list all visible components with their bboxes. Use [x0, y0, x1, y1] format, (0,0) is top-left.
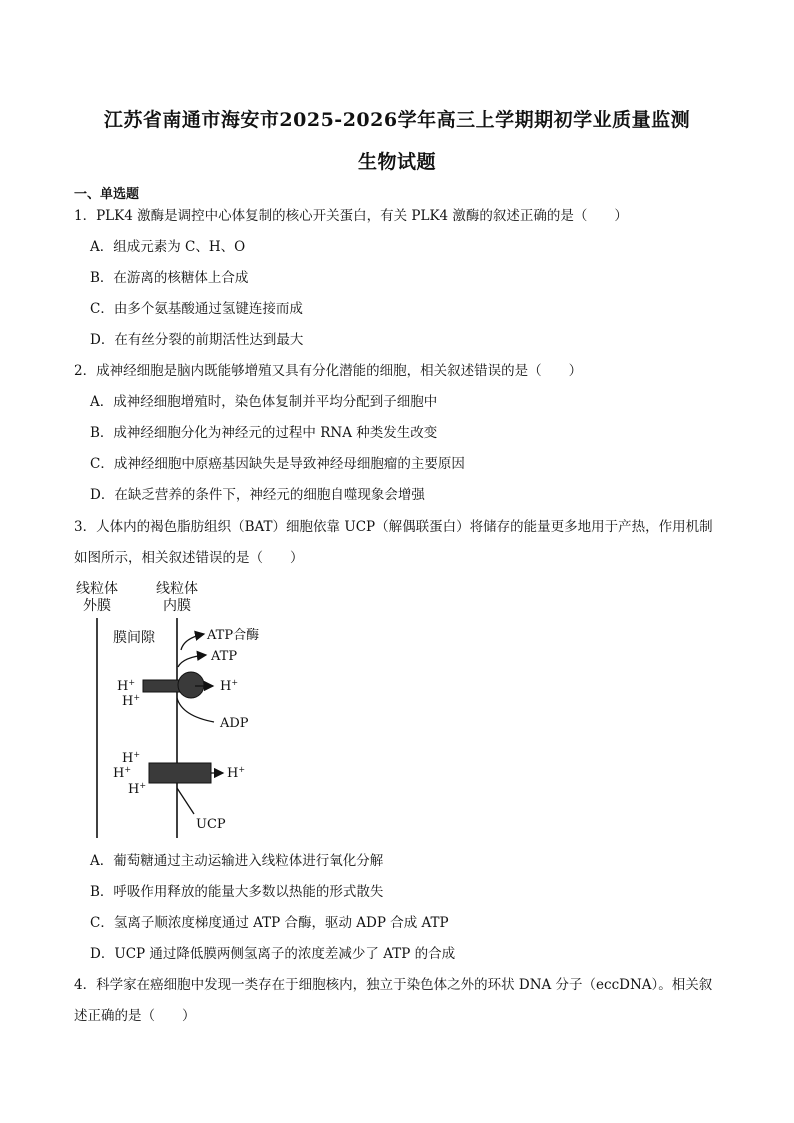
h-ion-label-4: H+	[122, 750, 141, 766]
question-4-stem-line-2: 述正确的是（ ）	[74, 1008, 196, 1024]
atp-output-arrow	[178, 655, 206, 667]
question-3-stem-line-1: 3．人体内的褐色脂肪组织（BAT）细胞依靠 UCP（解偶联蛋白）将储存的能量更多地用于产热，作用机制	[74, 519, 713, 535]
question-3-option-a: A．葡萄糖通过主动运输进入线粒体进行氧化分解	[90, 853, 384, 869]
exam-title: 江苏省南通市海安市2025-2026学年高三上学期期初学业质量监测	[103, 109, 691, 131]
question-3-stem-line-2: 如图所示，相关叙述错误的是（ ）	[74, 550, 304, 566]
ucp-channel	[149, 763, 211, 783]
question-3-option-b: B．呼吸作用释放的能量大多数以热能的形式散失	[90, 884, 384, 900]
outer-membrane-label-1: 线粒体	[76, 581, 118, 597]
h-ion-label-2: H+	[122, 693, 141, 709]
question-2-option-b: B．成神经细胞分化为神经元的过程中 RNA 种类发生改变	[90, 425, 438, 441]
adp-input-curve	[177, 698, 214, 722]
question-1-option-d: D．在有丝分裂的前期活性达到最大	[90, 332, 304, 348]
section-heading: 一、单选题	[74, 187, 140, 202]
ucp-label: UCP	[196, 817, 226, 832]
h-ion-label-1: H+	[117, 678, 136, 694]
question-1-option-c: C．由多个氨基酸通过氢键连接而成	[90, 301, 303, 317]
question-1-stem: 1．PLK4 激酶是调控中心体复制的核心开关蛋白，有关 PLK4 激酶的叙述正确的是（ ）	[74, 208, 628, 224]
question-3-option-c: C．氢离子顺浓度梯度通过 ATP 合酶，驱动 ADP 合成 ATP	[90, 915, 449, 931]
atp-synthase-pointer	[181, 634, 204, 650]
adp-label: ADP	[220, 716, 249, 731]
h-ion-label-7: H+	[227, 765, 246, 781]
question-1-option-a: A．组成元素为 C、H、O	[90, 239, 246, 255]
mitochondria-ucp-diagram	[70, 576, 300, 838]
question-2-option-c: C．成神经细胞中原癌基因缺失是导致神经母细胞瘤的主要原因	[90, 456, 465, 472]
h-ion-label-3: H+	[220, 678, 239, 694]
atp-synthase-head	[178, 672, 204, 698]
question-2-stem: 2．成神经细胞是脑内既能够增殖又具有分化潜能的细胞，相关叙述错误的是（ ）	[74, 363, 583, 379]
atp-label: ATP	[211, 649, 238, 664]
inner-membrane-label-2: 内膜	[163, 598, 191, 614]
question-2-option-a: A．成神经细胞增殖时，染色体复制并平均分配到子细胞中	[90, 394, 438, 410]
question-4-stem-line-1: 4．科学家在癌细胞中发现一类存在于细胞核内，独立于染色体之外的环状 DNA 分子（eccDNA）。相关叙	[74, 977, 713, 993]
exam-subtitle: 生物试题	[357, 151, 436, 173]
outer-membrane-label-2: 外膜	[83, 598, 111, 614]
inner-membrane-label-1: 线粒体	[156, 581, 198, 597]
question-3-option-d: D．UCP 通过降低膜两侧氢离子的浓度差减少了 ATP 的合成	[90, 946, 456, 962]
question-1-option-b: B．在游离的核糖体上合成	[90, 270, 249, 286]
h-ion-label-6: H+	[128, 781, 147, 797]
h-ion-label-5: H+	[113, 765, 132, 781]
question-2-option-d: D．在缺乏营养的条件下，神经元的细胞自噬现象会增强	[90, 487, 425, 503]
ucp-pointer	[177, 788, 194, 814]
atp-synthase-label: ATP合酶	[207, 628, 260, 643]
intermembrane-space-label: 膜间隙	[113, 630, 155, 646]
